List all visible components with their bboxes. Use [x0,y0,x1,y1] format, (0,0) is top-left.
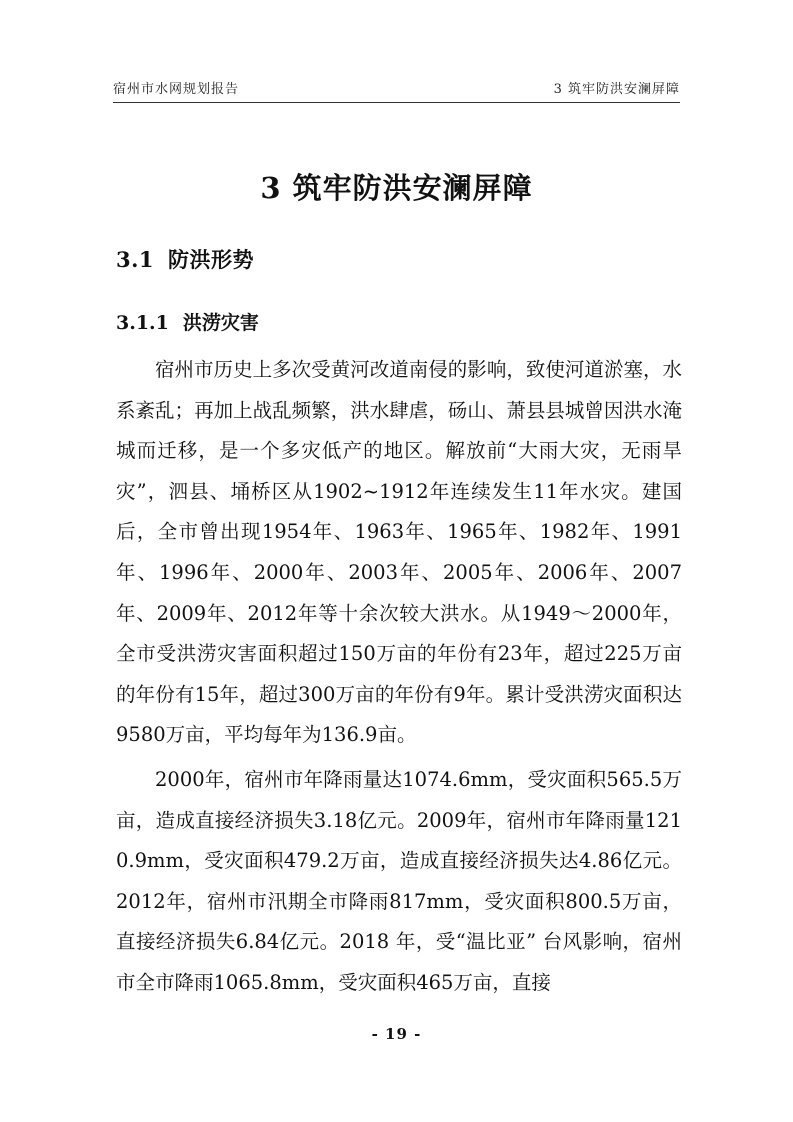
header-report-title: 宿州市水网规划报告 [113,82,240,97]
section-heading [116,244,254,276]
subsection-number: 3.1.1 [116,312,169,334]
subsection-title: 洪涝灾害 [182,312,259,334]
running-header [113,80,680,103]
page-number: - 19 - [371,1025,422,1043]
body-paragraph: 2000年，宿州市年降雨量达1074.6mm，受灾面积565.5万亩，造成直接经济损失3.18亿元。2009年，宿州市年降雨量1210.9mm，受灾面积479.2万亩，造成直接经济损失达4.86亿元。2012年，宿州市汛期全市降雨817mm，受灾面积800.5万亩，直接经济损失6.84亿元。2018 年，受“温比亚” 台风影响，宿州市全市降雨1065.8mm，受灾面积465万亩，直接 [116,768,682,994]
body-paragraph: 宿州市历史上多次受黄河改道南侵的影响，致使河道淤塞，水系紊乱；再加上战乱频繁，洪水肆虐，砀山、萧县县城曾因洪水淹城而迁移，是一个多灾低产的地区。解放前“大雨大灾，无雨旱灾”，泗县、埇桥区从1902~1912年连续发生11年水灾。建国后，全市曾出现1954年、1963年、1965年、1982年、1991年、1996年、2000年、2003年、2005年、2006年、2007年、2009年、2012年等十余次较大洪水。从1949～2000年，全市受洪涝灾害面积超过150万亩的年份有23年，超过225万亩的年份有15年，超过300万亩的年份有9年。累计受洪涝灾面积达 9580万亩，平均每年为136.9亩。 [116,358,682,747]
subsection-heading [116,308,259,338]
section-title: 防洪形势 [168,247,255,272]
chapter-title: 3 筑牢防洪安澜屏障 [260,171,533,205]
section-number: 3.1 [116,247,155,272]
header-chapter-title: 3 筑牢防洪安澜屏障 [553,82,680,97]
